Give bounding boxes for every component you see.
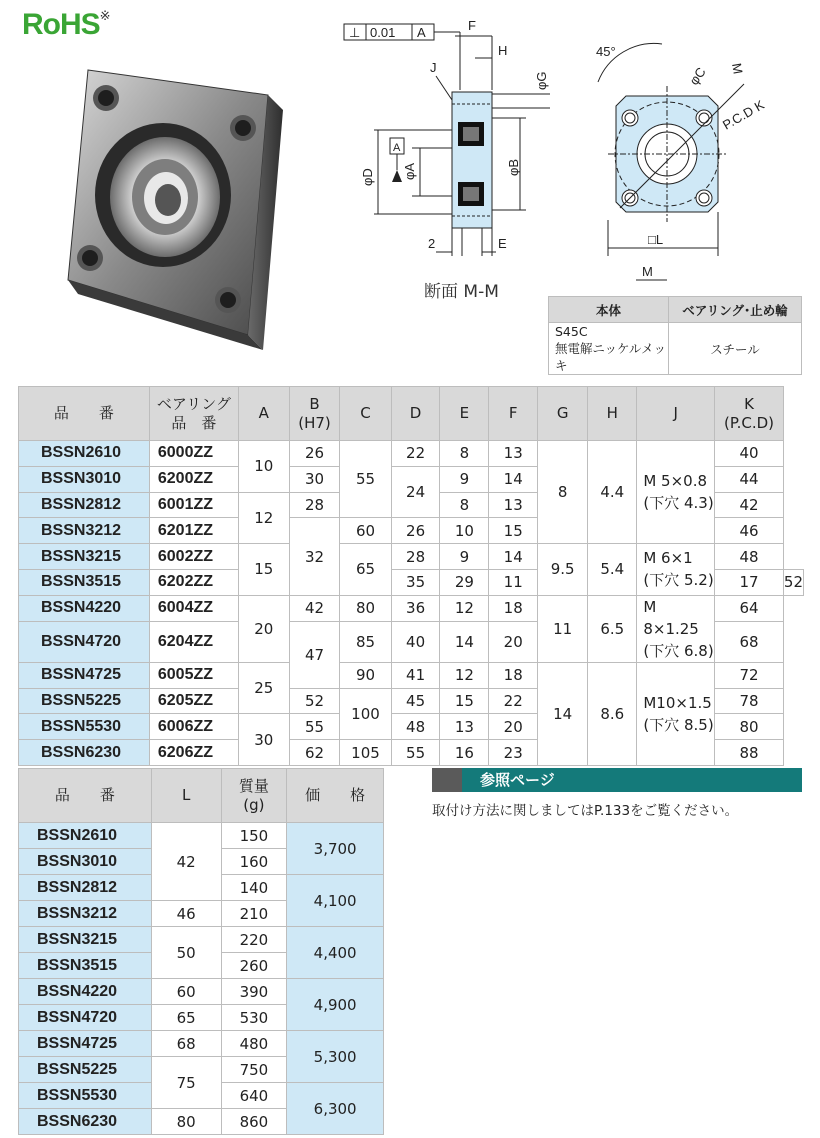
label-C: φC: [686, 64, 709, 88]
cell-K: 42: [715, 492, 784, 518]
rohs-mark: ※: [99, 8, 110, 23]
cell-F: 13: [489, 441, 538, 467]
bearing-number: 6205ZZ: [149, 688, 238, 714]
part-number: BSSN3212: [19, 901, 152, 927]
cell-E: 12: [440, 662, 489, 688]
cell-mass: 480: [221, 1031, 287, 1057]
bearing-number: 6200ZZ: [149, 466, 238, 492]
spec-header-J: J: [637, 387, 715, 441]
bearing-number: 6005ZZ: [149, 662, 238, 688]
cell-E: 9: [440, 544, 489, 570]
spec-header-D: D: [391, 387, 440, 441]
cell-D: 55: [391, 740, 440, 766]
cell-L: 80: [151, 1109, 221, 1135]
label-B: φB: [506, 158, 521, 176]
spec-header-B: B (H7): [289, 387, 340, 441]
cell-mass: 260: [221, 953, 287, 979]
cell-E: 14: [440, 621, 489, 662]
cell-K: 64: [715, 595, 784, 621]
cell-H: 6.5: [588, 595, 637, 662]
spec-header-H: H: [588, 387, 637, 441]
cell-C: 65: [340, 544, 391, 596]
product-photo: [48, 50, 288, 350]
cell-mass: 220: [221, 927, 287, 953]
material-header-bearing: ベアリング･止め輪: [669, 297, 802, 323]
cell-B: 26: [289, 441, 340, 467]
cell-price: 6,300: [287, 1083, 384, 1135]
cell-B: 30: [289, 466, 340, 492]
cell-C: 100: [340, 688, 391, 740]
bearing-number: 6001ZZ: [149, 492, 238, 518]
cell-K: 88: [715, 740, 784, 766]
material-body-steel: S45C: [555, 324, 588, 339]
label-A: φA: [402, 162, 417, 180]
cell-mass: 140: [221, 875, 287, 901]
tol-symbol: ⊥: [349, 25, 361, 40]
cell-D: 28: [391, 544, 440, 570]
label-pcd: P.C.D K: [720, 96, 767, 133]
cell-G: 11: [538, 595, 588, 662]
bearing-number: 6002ZZ: [149, 544, 238, 570]
label-D: φD: [360, 168, 375, 186]
part-number: BSSN3515: [19, 569, 150, 595]
part-number: BSSN6230: [19, 740, 150, 766]
cell-price: 5,300: [287, 1031, 384, 1083]
cell-F: 15: [489, 518, 538, 544]
table-row: [19, 662, 804, 688]
table-row: [19, 823, 384, 849]
cell-K: 80: [715, 714, 784, 740]
label-A-ref: A: [393, 142, 401, 154]
part-number: BSSN4720: [19, 621, 150, 662]
cell-C: 105: [340, 740, 391, 766]
cell-A: 12: [238, 492, 289, 544]
cell-L: 75: [151, 1057, 221, 1109]
bearing-number: 6004ZZ: [149, 595, 238, 621]
reference-header: [432, 768, 802, 792]
price-table: [18, 768, 384, 1135]
reference-marker: [432, 768, 462, 792]
cell-B: 42: [289, 595, 340, 621]
spec-header-G: G: [538, 387, 588, 441]
spec-header-F: F: [489, 387, 538, 441]
cell-C: 85: [340, 621, 391, 662]
section-caption: 断面 M-M: [424, 282, 499, 302]
part-number: BSSN4725: [19, 1031, 152, 1057]
cell-F: 22: [489, 688, 538, 714]
cell-A: 20: [238, 595, 289, 662]
part-number: BSSN3010: [19, 849, 152, 875]
part-number: BSSN4720: [19, 1005, 152, 1031]
cell-H: 5.4: [588, 544, 637, 596]
bearing-number: 6202ZZ: [149, 569, 238, 595]
label-45deg: 45°: [596, 44, 616, 59]
cell-mass: 860: [221, 1109, 287, 1135]
part-number: BSSN5530: [19, 714, 150, 740]
cell-B: 28: [289, 492, 340, 518]
cell-E: 11: [489, 569, 538, 595]
reference-title: 参照ページ: [480, 771, 555, 789]
part-number: BSSN3215: [19, 927, 152, 953]
spec-table: [18, 386, 804, 766]
cell-price: 3,700: [287, 823, 384, 875]
cell-D: 24: [391, 466, 440, 518]
material-bearing: スチール: [669, 323, 802, 375]
part-number: BSSN4220: [19, 595, 150, 621]
cell-L: 65: [151, 1005, 221, 1031]
price-header-L: L: [151, 769, 221, 823]
cell-D: 26: [391, 518, 440, 544]
cell-C: 60: [340, 518, 391, 544]
cell-E: 9: [440, 466, 489, 492]
cell-L: 46: [151, 901, 221, 927]
cell-D: 36: [391, 595, 440, 621]
table-row: [19, 927, 384, 953]
label-H: H: [498, 43, 508, 58]
rohs-text: RoHS: [22, 8, 100, 41]
spec-header-part: 品 番: [19, 387, 150, 441]
spec-header-K: K (P.C.D): [715, 387, 784, 441]
cell-E: 16: [440, 740, 489, 766]
cell-K: 68: [715, 621, 784, 662]
cell-D: 41: [391, 662, 440, 688]
tol-value: 0.01: [370, 25, 396, 40]
spec-header-C: C: [340, 387, 391, 441]
cell-B: 62: [289, 740, 340, 766]
tol-ref: A: [417, 25, 426, 40]
rohs-logo: [22, 8, 110, 42]
spec-header-A: A: [238, 387, 289, 441]
label-M-bottom: M: [642, 264, 653, 279]
cell-K: 46: [715, 518, 784, 544]
label-2: 2: [428, 236, 436, 251]
material-body: [549, 323, 669, 375]
cell-K: 52: [783, 569, 803, 595]
cell-F: 18: [489, 595, 538, 621]
label-E: E: [498, 236, 507, 251]
cell-A: 15: [238, 544, 289, 596]
part-number: BSSN2812: [19, 492, 150, 518]
part-number: BSSN5225: [19, 1057, 152, 1083]
cell-F: 20: [489, 714, 538, 740]
cell-K: 72: [715, 662, 784, 688]
cell-H: 8.6: [588, 662, 637, 765]
label-J: J: [430, 60, 437, 75]
cell-J: M 5×0.8 (下穴 4.3): [637, 441, 715, 544]
cell-D: 48: [391, 714, 440, 740]
cell-F: 14: [489, 466, 538, 492]
label-G: φG: [534, 71, 549, 90]
section-drawing: [340, 10, 560, 300]
cell-price: 4,400: [287, 927, 384, 979]
cell-C: 90: [340, 662, 391, 688]
cell-K: 40: [715, 441, 784, 467]
cell-E: 10: [440, 518, 489, 544]
cell-F: 14: [489, 544, 538, 570]
cell-F: 13: [489, 492, 538, 518]
cell-E: 8: [440, 492, 489, 518]
label-F: F: [468, 18, 476, 33]
cell-A: 25: [238, 662, 289, 714]
price-header-part: 品 番: [19, 769, 152, 823]
cell-mass: 530: [221, 1005, 287, 1031]
cell-E: 12: [440, 595, 489, 621]
table-row: [19, 544, 804, 570]
cell-B: 52: [289, 688, 340, 714]
cell-mass: 210: [221, 901, 287, 927]
cell-D: 40: [391, 621, 440, 662]
table-row: [19, 441, 804, 467]
cell-J: M 6×1 (下穴 5.2): [637, 544, 715, 596]
bearing-number: 6206ZZ: [149, 740, 238, 766]
cell-C: 80: [340, 595, 391, 621]
part-number: BSSN3515: [19, 953, 152, 979]
cell-F: 18: [489, 662, 538, 688]
table-row: [19, 595, 804, 621]
material-header-body: 本体: [549, 297, 669, 323]
bearing-number: 6000ZZ: [149, 441, 238, 467]
cell-price: 4,100: [287, 875, 384, 927]
cell-K: 44: [715, 466, 784, 492]
part-number: BSSN3212: [19, 518, 150, 544]
cell-L: 60: [151, 979, 221, 1005]
price-header-price: 価 格: [287, 769, 384, 823]
table-row: [19, 979, 384, 1005]
bearing-number: 6204ZZ: [149, 621, 238, 662]
cell-G: 14: [538, 662, 588, 765]
cell-mass: 390: [221, 979, 287, 1005]
spec-header-E: E: [440, 387, 489, 441]
cell-L: 42: [151, 823, 221, 901]
reference-text: 取付け方法に関しましてはP.133をご覧ください。: [432, 803, 739, 819]
cell-E: 8: [440, 441, 489, 467]
cell-A: 30: [238, 714, 289, 766]
cell-B: 32: [289, 518, 340, 595]
cell-E: 13: [440, 714, 489, 740]
cell-B: 47: [289, 621, 340, 688]
material-body-plating: 無電解ニッケルメッキ: [555, 341, 667, 373]
cell-K: 78: [715, 688, 784, 714]
part-number: BSSN6230: [19, 1109, 152, 1135]
part-number: BSSN3215: [19, 544, 150, 570]
cell-B: 35: [391, 569, 440, 595]
cell-mass: 160: [221, 849, 287, 875]
cell-B: 55: [289, 714, 340, 740]
cell-C: 55: [340, 441, 391, 518]
cell-K: 48: [715, 544, 784, 570]
label-M-top: M: [729, 61, 746, 76]
cell-F: 20: [489, 621, 538, 662]
part-number: BSSN3010: [19, 466, 150, 492]
bearing-number: 6006ZZ: [149, 714, 238, 740]
part-number: BSSN5225: [19, 688, 150, 714]
part-number: BSSN5530: [19, 1083, 152, 1109]
cell-mass: 150: [221, 823, 287, 849]
cell-E: 15: [440, 688, 489, 714]
cell-J: M10×1.5 (下穴 8.5): [637, 662, 715, 765]
cell-D: 29: [440, 569, 489, 595]
cell-F: 23: [489, 740, 538, 766]
part-number: BSSN4220: [19, 979, 152, 1005]
bearing-number: 6201ZZ: [149, 518, 238, 544]
cell-L: 68: [151, 1031, 221, 1057]
cell-mass: 640: [221, 1083, 287, 1109]
cell-mass: 750: [221, 1057, 287, 1083]
table-row: [19, 1031, 384, 1057]
cell-J: M 8×1.25 (下穴 6.8): [637, 595, 715, 662]
part-number: BSSN4725: [19, 662, 150, 688]
cell-D: 45: [391, 688, 440, 714]
cell-D: 22: [391, 441, 440, 467]
front-drawing: [568, 30, 808, 290]
part-number: BSSN2610: [19, 823, 152, 849]
cell-F: 17: [715, 569, 784, 595]
part-number: BSSN2610: [19, 441, 150, 467]
label-L: □L: [648, 232, 664, 247]
price-header-mass: 質量 (g): [221, 769, 287, 823]
cell-price: 4,900: [287, 979, 384, 1031]
cell-H: 4.4: [588, 441, 637, 544]
spec-header-bearing: ベアリング 品 番: [149, 387, 238, 441]
part-number: BSSN2812: [19, 875, 152, 901]
cell-A: 10: [238, 441, 289, 493]
material-table: [548, 296, 802, 375]
cell-G: 8: [538, 441, 588, 544]
cell-G: 9.5: [538, 544, 588, 596]
cell-L: 50: [151, 927, 221, 979]
